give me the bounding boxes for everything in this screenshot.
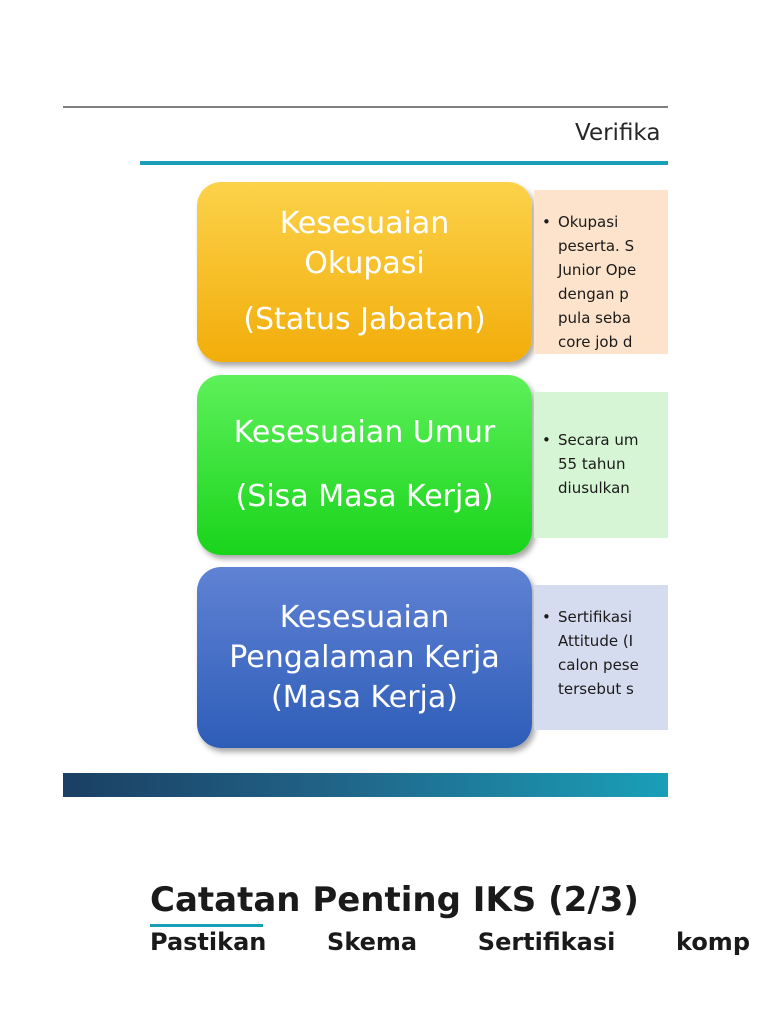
- pengalaman-box: [197, 567, 532, 748]
- okupasi-line-2: Okupasi: [304, 246, 425, 281]
- okupasi-desc-line-4: dengan p: [558, 285, 629, 303]
- okupasi-line-1: Kesesuaian: [279, 206, 450, 241]
- umur-desc-line-2: 55 tahun: [558, 455, 626, 473]
- pengalaman-desc-line-1: • Sertifikasi: [542, 605, 668, 629]
- bullet-icon: •: [542, 608, 551, 626]
- pengalaman-description: [534, 585, 668, 730]
- okupasi-desc-line-1: • Okupasi: [542, 210, 668, 234]
- pengalaman-desc-line-3: calon pese: [558, 656, 639, 674]
- pengalaman-line-1: Kesesuaian: [279, 599, 450, 635]
- pengalaman-desc-line-4: tersebut s: [558, 680, 634, 698]
- okupasi-line-3: (Status Jabatan): [243, 302, 486, 337]
- top-divider: [63, 106, 668, 108]
- bullet-icon: •: [542, 431, 551, 449]
- umur-box: [197, 375, 532, 555]
- okupasi-desc-line-6: core job d: [558, 333, 633, 351]
- umur-line-1: Kesesuaian Umur: [233, 415, 496, 450]
- heading-underline: [150, 924, 263, 927]
- section-heading: Catatan Penting IKS (2/3): [150, 880, 639, 920]
- bullet-icon: •: [542, 213, 551, 231]
- body-word-1: Pastikan: [150, 928, 267, 956]
- umur-desc-line-3: diusulkan: [558, 479, 630, 497]
- okupasi-box: [197, 182, 532, 362]
- pengalaman-line-3: (Masa Kerja): [271, 679, 458, 715]
- pengalaman-desc-line-2: Attitude (I: [558, 632, 634, 650]
- umur-description: [534, 392, 668, 538]
- slide-title: Verifika: [575, 120, 661, 146]
- body-word-3: Sertifikasi: [477, 928, 616, 956]
- pengalaman-line-2: Pengalaman Kerja: [229, 639, 500, 675]
- slide-footer-band: [63, 773, 668, 797]
- okupasi-desc-line-3: Junior Ope: [558, 261, 637, 279]
- body-word-2: Skema: [327, 928, 418, 956]
- umur-line-2: (Sisa Masa Kerja): [235, 479, 494, 514]
- body-word-4: komp: [676, 928, 750, 956]
- okupasi-desc-line-2: peserta. S: [558, 237, 635, 255]
- okupasi-desc-line-5: pula seba: [558, 309, 631, 327]
- umur-desc-line-1: • Secara um: [542, 428, 668, 452]
- body-line: [150, 928, 750, 956]
- okupasi-description: [534, 190, 668, 354]
- title-underline: [140, 161, 668, 165]
